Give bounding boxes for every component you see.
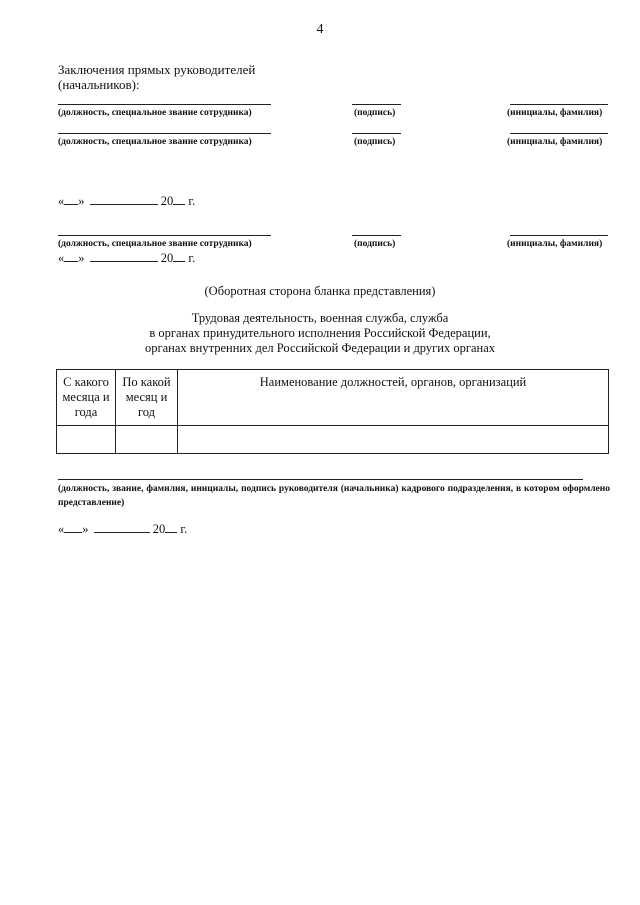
name-caption-1: (инициалы, фамилия) bbox=[507, 108, 603, 118]
conclusions-heading bbox=[58, 62, 255, 92]
date-field-1 bbox=[58, 194, 195, 209]
name-caption-3: (инициалы, фамилия) bbox=[507, 239, 603, 249]
date-open-quote: « bbox=[58, 522, 65, 536]
position-line-3 bbox=[58, 235, 271, 236]
date-field-2 bbox=[58, 251, 195, 266]
signature-caption-1: (подпись) bbox=[354, 108, 396, 118]
section-title-line-3: органах внутренних дел Российской Федерации и других органах bbox=[144, 341, 495, 355]
name-line-2 bbox=[510, 133, 608, 134]
to-date-cell[interactable] bbox=[116, 426, 178, 454]
name-line-1 bbox=[510, 104, 608, 105]
positions-cell[interactable] bbox=[178, 426, 609, 454]
signature-caption-2: (подпись) bbox=[354, 137, 396, 147]
date-year-suffix: г. bbox=[180, 522, 188, 536]
date-close-quote: » bbox=[78, 251, 85, 265]
position-caption-1: (должность, специальное звание сотрудника) bbox=[58, 108, 252, 118]
footer-signature-line bbox=[58, 479, 583, 480]
date-year-prefix: 20 bbox=[152, 522, 166, 536]
position-line-1 bbox=[58, 104, 271, 105]
date-open-quote: « bbox=[58, 194, 65, 208]
heading-line-2: (начальников): bbox=[58, 77, 140, 92]
employment-history-table bbox=[56, 369, 609, 454]
from-date-header: С какого месяца и года bbox=[57, 370, 116, 426]
signature-line-3 bbox=[352, 235, 401, 236]
date-year-prefix: 20 bbox=[160, 194, 174, 208]
date-field-3 bbox=[58, 522, 187, 537]
table-row bbox=[57, 426, 609, 454]
signature-line-2 bbox=[352, 133, 401, 134]
reverse-side-title: (Оборотная сторона бланка представления) bbox=[204, 284, 436, 298]
name-caption-2: (инициалы, фамилия) bbox=[507, 137, 603, 147]
date-year-suffix: г. bbox=[188, 194, 196, 208]
footer-caption: (должность, звание, фамилия, инициалы, подпись руководителя (начальника) кадрового подразделения, в котором оформлено представление) bbox=[58, 484, 610, 508]
to-date-header: По какой месяц и год bbox=[116, 370, 178, 426]
position-caption-3: (должность, специальное звание сотрудника) bbox=[58, 239, 252, 249]
section-title bbox=[0, 311, 640, 356]
position-line-2 bbox=[58, 133, 271, 134]
date-close-quote: » bbox=[82, 522, 89, 536]
heading-line-1: Заключения прямых руководителей bbox=[58, 62, 256, 77]
positions-header: Наименование должностей, органов, организаций bbox=[178, 370, 609, 426]
date-year-suffix: г. bbox=[188, 251, 196, 265]
table-header-row bbox=[57, 370, 609, 426]
section-title-line-2: в органах принудительного исполнения Российской Федерации, bbox=[149, 326, 491, 340]
signature-caption-3: (подпись) bbox=[354, 239, 396, 249]
page-number: 4 bbox=[316, 22, 324, 37]
date-close-quote: » bbox=[78, 194, 85, 208]
signature-line-1 bbox=[352, 104, 401, 105]
from-date-cell[interactable] bbox=[57, 426, 116, 454]
position-caption-2: (должность, специальное звание сотрудника) bbox=[58, 137, 252, 147]
date-open-quote: « bbox=[58, 251, 65, 265]
date-year-prefix: 20 bbox=[160, 251, 174, 265]
section-title-line-1: Трудовая деятельность, военная служба, служба bbox=[191, 311, 449, 325]
name-line-3 bbox=[510, 235, 608, 236]
